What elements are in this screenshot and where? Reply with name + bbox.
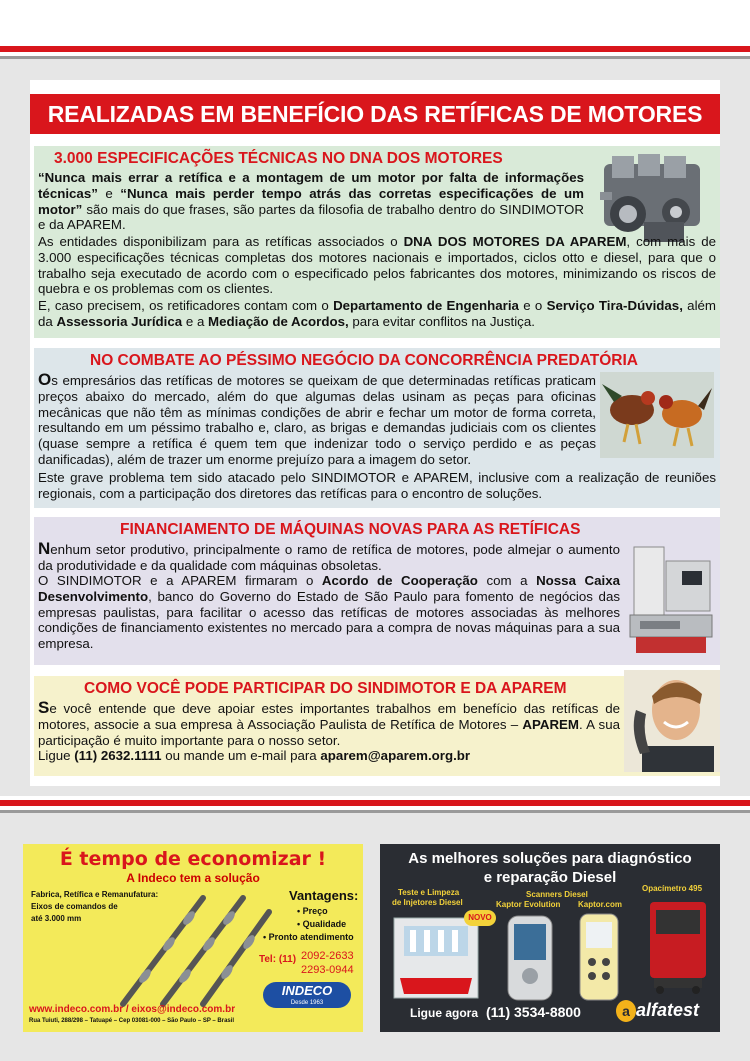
section4-title: COMO VOCÊ PODE PARTICIPAR DO SINDIMOTOR E DA APAREM: [84, 680, 567, 697]
indeco-advantage-2: • Qualidade: [297, 919, 347, 929]
section3-title: FINANCIAMENTO DE MÁQUINAS NOVAS PARA AS RETÍFICAS: [120, 521, 581, 538]
article-panel: [30, 80, 720, 786]
alfatest-label-1a: Teste e Limpeza: [398, 888, 460, 897]
indeco-ad-subtitle: A Indeco tem a solução: [126, 871, 260, 885]
section2-paragraph1: Os empresários das retíficas de motores se queixam de que determinadas retíficas praticam preços abaixo do mercado, além do que algumas delas usinam as peças para oficinas mecânicas que não têm as mínimas condições de abrir e fechar um motor de forma correta, resultando em um péssimo trabalho e, claro, as brigas e demandas judiciais com os clientes (quase sempre a retífica é quem tem que indenizar todo o serviço perdido e as peças danificadas), além de trazer um enorme prejuízo para a imagem do setor.: [38, 370, 596, 467]
indeco-tel-label: Tel: (11): [259, 954, 297, 965]
indeco-tel-2[interactable]: 2293-0944: [301, 964, 354, 976]
section-dna-motores: [34, 146, 720, 338]
section1-paragraph2: As entidades disponibilizam para as retíficas associados o DNA DOS MOTORES DA APAREM, com mais de 3.000 especificações técnicas completas dos motores nacionais e importados, ciclos otto e diesel, para que o trabalho seja executado de acordo com o especificado pelos fabricantes dos motores, minimizando os riscos de quebra e os problemas com os clientes.: [38, 234, 717, 297]
kaptor-device-image: [576, 912, 622, 1002]
phone-man-image: [624, 670, 720, 772]
alfatest-call-label: Ligue agora: [410, 1006, 479, 1020]
alfatest-ad[interactable]: [380, 844, 720, 1032]
section2-title: NO COMBATE AO PÉSSIMO NEGÓCIO DA CONCORRÊNCIA PREDATÓRIA: [90, 352, 638, 369]
alfatest-label-2b: Kaptor Evolution: [496, 900, 561, 909]
section-financiamento: [34, 517, 720, 665]
section1-paragraph3: E, caso precisem, os retificadores contam com o Departamento de Engenharia e o Serviço Tira-Dúvidas, além da Assessoria Jurídica e a Mediação de Acordos, para evitar conflitos na Justiça.: [38, 298, 717, 329]
indeco-address: Rua Tuiuti, 288/298 – Tatuapé – Cep 03081-000 – São Paulo – SP – Brasil: [29, 1018, 235, 1024]
alfatest-ad-title2: e reparação Diesel: [483, 869, 617, 886]
opacimeter-image: [640, 894, 714, 994]
indeco-logo: INDECO Desde 1963: [263, 982, 351, 1008]
section1-title: 3.000 ESPECIFICAÇÕES TÉCNICAS NO DNA DOS MOTORES: [54, 150, 503, 167]
indeco-advantage-1: • Preço: [297, 906, 328, 916]
alfatest-logo: alfatest: [636, 1000, 700, 1020]
injector-tester-image: [390, 912, 482, 1002]
section1-paragraph1: “Nunca mais errar a retífica e a montagem de um motor por falta de informações técnicas” e “Nunca mais perder tempo atrás das corretas especificações de um motor” são mais do que frases, são partes da filosofia de trabalho dentro do SINDIMOTOR e da APAREM.: [38, 170, 584, 233]
alfatest-label-3: Opacímetro 495: [642, 884, 703, 893]
indeco-ad[interactable]: [23, 844, 363, 1032]
machine-image: [626, 541, 716, 659]
indeco-advantages-title: Vantagens:: [289, 888, 359, 903]
alfatest-ad-title1: As melhores soluções para diagnóstico: [408, 850, 692, 867]
section-concorrencia: [34, 348, 720, 508]
top-red-line: [0, 46, 750, 52]
novo-badge: NOVO: [464, 910, 496, 926]
section4-paragraph2: Ligue (11) 2632.1111 ou mande um e-mail para aparem@aparem.org.br: [38, 748, 471, 763]
alfatest-label-2a: Scanners Diesel: [526, 890, 588, 899]
middle-red-line: [0, 800, 750, 806]
section4-paragraph1: Se você entende que deve apoiar estes importantes trabalhos em benefício das retíficas de motores, associe a sua empresa à Associação Paulista de Retífica de Motores – APAREM. A sua participação é muito importante para o nosso setor.: [38, 698, 620, 748]
indeco-ad-left3: até 3.000 mm: [31, 914, 82, 923]
top-gray-line: [0, 56, 750, 59]
alfatest-phone[interactable]: (11) 3534-8800: [486, 1004, 581, 1020]
section2-paragraph2: Este grave problema tem sido atacado pelo SINDIMOTOR e APAREM, inclusive com a realização de reuniões regionais, com a participação dos diretores das retíficas para o encontro de soluções.: [38, 470, 716, 501]
indeco-ad-left1: Fabrica, Retífica e Remanufatura:: [31, 890, 159, 899]
section3-paragraph2: O SINDIMOTOR e a APAREM firmaram o Acordo de Cooperação com a Nossa Caixa Desenvolvimento, banco do Governo do Estado de São Paulo para fomento de negócios das empresas paulistas, para facilitar o acesso das retíficas de motores associadas às melhores condições de financiamento existentes no mercado para a compra de novas máquinas para a sua empresa.: [38, 573, 620, 652]
indeco-website[interactable]: www.indeco.com.br / eixos@indeco.com.br: [29, 1004, 236, 1015]
alfatest-logo-icon: a: [616, 1000, 636, 1022]
camshafts-image: [93, 892, 273, 1008]
section-participar: [34, 676, 720, 776]
scanner-device-image: [504, 914, 556, 1002]
indeco-ad-title: É tempo de economizar !: [59, 848, 327, 870]
indeco-tel-1[interactable]: 2092-2633: [301, 950, 354, 962]
section3-paragraph1: Nenhum setor produtivo, principalmente o ramo de retífica de motores, pode almejar o aumento da produtividade e da qualidade com máquinas obsoletas.: [38, 539, 620, 573]
roosters-image: [600, 372, 714, 458]
alfatest-label-2c: Kaptor.com: [578, 900, 623, 909]
alfatest-label-1b: de Injetores Diesel: [392, 898, 463, 907]
indeco-ad-left2: Eixos de comandos de: [31, 902, 118, 911]
indeco-advantage-3: • Pronto atendimento: [263, 932, 354, 942]
page-banner: REALIZADAS EM BENEFÍCIO DAS RETÍFICAS DE MOTORES: [30, 94, 720, 134]
